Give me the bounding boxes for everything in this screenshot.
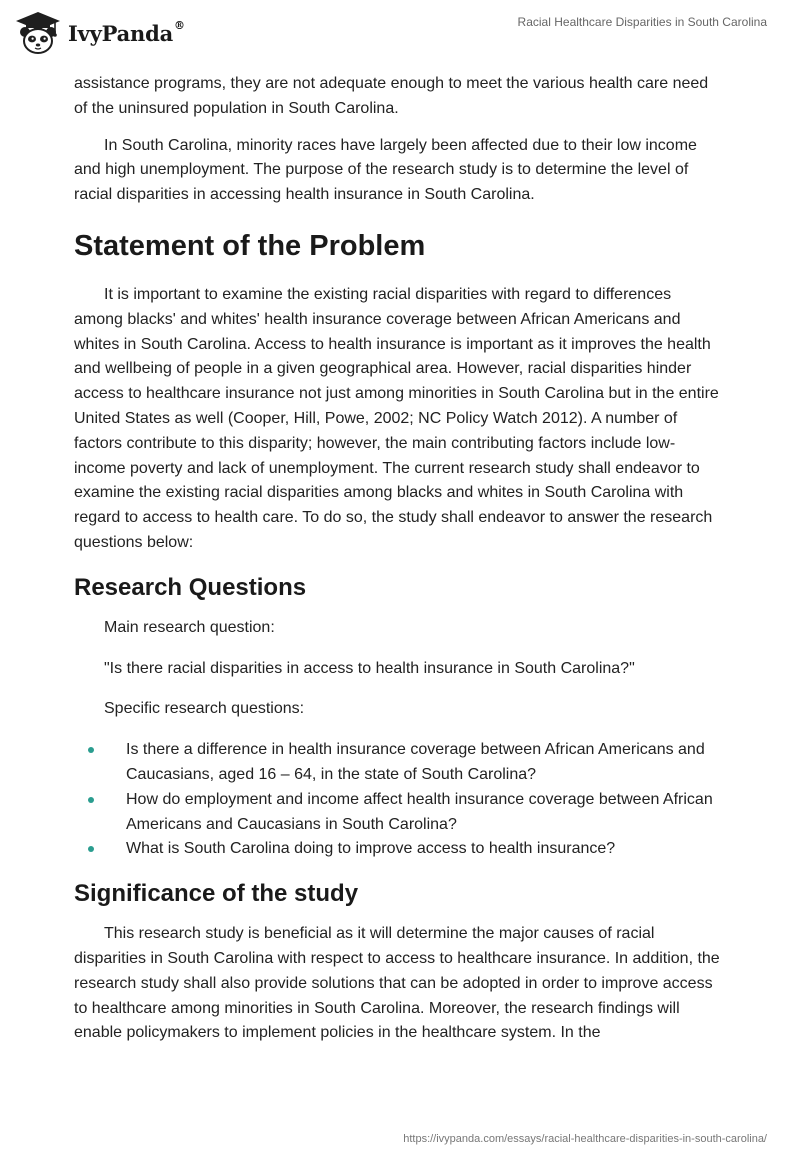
intro-continuation: assistance programs, they are not adequate enough to meet the various health care need of the uninsured population in South Carolina. <box>74 75 709 117</box>
list-item <box>74 788 724 838</box>
questions-heading: Research Questions <box>74 573 307 601</box>
main-question: "Is there racial disparities in access to health insurance in South Carolina?" <box>104 659 635 677</box>
intro-paragraph: In South Carolina, minority races have largely been affected due to their low income and high unemployment. The purpose of the research study is to determine the level of racial disparities in accessing health insurance in South Carolina. <box>74 136 697 204</box>
running-title: Racial Healthcare Disparities in South Carolina <box>517 15 767 29</box>
list-item-text: Is there a difference in health insurance coverage between African Americans and Caucasians, aged 16 – 64, in the state of South Carolina? <box>126 741 705 783</box>
specific-questions-label: Specific research questions: <box>104 700 305 718</box>
brand-logo[interactable] <box>14 8 185 58</box>
problem-heading: Statement of the Problem <box>74 229 426 262</box>
source-url[interactable]: https://ivypanda.com/essays/racial-healthcare-disparities-in-south-carolina/ <box>403 1133 767 1145</box>
specific-questions-list <box>74 738 724 862</box>
panda-graduate-icon <box>14 10 62 56</box>
main-question-label: Main research question: <box>104 618 275 636</box>
bullet-icon <box>88 747 94 753</box>
list-item <box>74 738 724 788</box>
problem-paragraph: It is important to examine the existing racial disparities with regard to differences among blacks' and whites' health insurance coverage between African Americans and whites in South Carolina. Access to health insurance is important as it improves the health and wellbeing of people in a given geographical area. However, racial disparities hinder access to healthcare insurance not just among minorities in South Carolina but in the entire United States as well (Cooper, Hill, Powe, 2002; NC Policy Watch 2012). A number of factors contribute to this disparity; however, the main contributing factors include low-income poverty and lack of unemployment. The current research study shall endeavor to examine the existing racial disparities among blacks and whites in South Carolina with regard to access to health care. To do so, the study shall endeavor to answer the research questions below: <box>74 285 719 551</box>
list-item <box>74 837 724 862</box>
page-header <box>0 0 800 70</box>
bullet-icon <box>88 797 94 803</box>
list-item-text: How do employment and income affect health insurance coverage between African Americans and Caucasians in South Carolina? <box>126 790 713 833</box>
article-body <box>74 72 724 1058</box>
bullet-icon <box>88 846 94 852</box>
registered-mark: ® <box>174 18 185 32</box>
significance-paragraph: This research study is beneficial as it will determine the major causes of racial disparities in South Carolina with respect to access to healthcare insurance. In addition, the research study shall also provide solutions that can be adopted in order to improve access to healthcare among minorities in South Carolina. Moreover, the research findings will enable policymakers to implement policies in the healthcare system. In the <box>74 925 720 1042</box>
list-item-text: What is South Carolina doing to improve access to health insurance? <box>126 840 616 858</box>
significance-heading: Significance of the study <box>74 880 359 908</box>
brand-name: IvyPanda® <box>68 18 185 46</box>
